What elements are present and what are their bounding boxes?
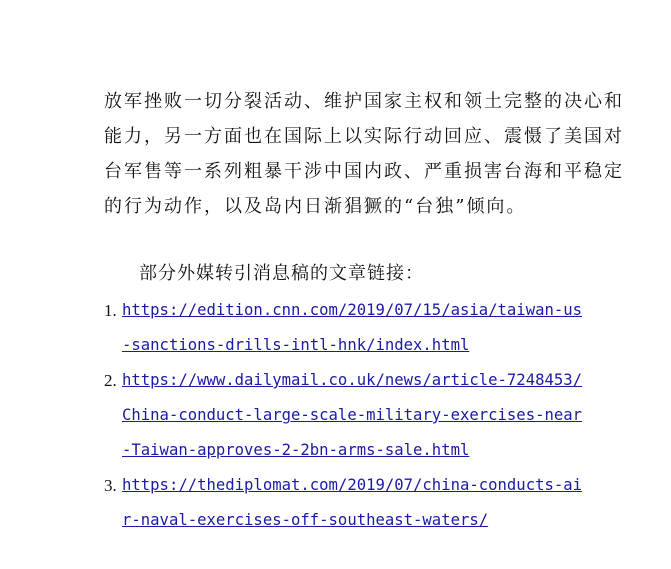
article-link-cnn-continued[interactable]: -sanctions-drills-intl-hnk/index.html: [122, 336, 470, 354]
list-number: 2.: [104, 371, 117, 390]
article-link-diplomat[interactable]: https://thediplomat.com/2019/07/china-conducts-ai: [122, 476, 583, 494]
article-links-list: [104, 293, 584, 538]
article-link-dailymail-continued[interactable]: -Taiwan-approves-2-2bn-arms-sale.html: [122, 441, 470, 459]
list-item: [104, 363, 584, 468]
list-item: [104, 293, 584, 363]
paragraph-line: 台军售等一系列粗暴干涉中国内政、严重损害台海和平稳定: [104, 161, 624, 182]
article-link-dailymail-continued[interactable]: China-conduct-large-scale-military-exercises-near: [122, 406, 583, 424]
list-item: [104, 468, 584, 538]
article-link-dailymail[interactable]: https://www.dailymail.co.uk/news/article-7248453/: [122, 371, 583, 389]
list-number: 3.: [104, 476, 117, 495]
article-link-cnn[interactable]: https://edition.cnn.com/2019/07/15/asia/taiwan-us: [122, 301, 583, 319]
paragraph-line: 的行为动作，以及岛内日渐猖獗的“台独”倾向。: [104, 196, 527, 217]
links-heading: 部分外媒转引消息稿的文章链接：: [139, 263, 424, 284]
body-paragraph: [104, 84, 624, 224]
paragraph-line: 放军挫败一切分裂活动、维护国家主权和领土完整的决心和: [104, 91, 624, 112]
paragraph-line: 能力，另一方面也在国际上以实际行动回应、震慑了美国对: [104, 126, 624, 147]
article-link-diplomat-continued[interactable]: r-naval-exercises-off-southeast-waters/: [122, 511, 489, 529]
list-number: 1.: [104, 301, 117, 320]
